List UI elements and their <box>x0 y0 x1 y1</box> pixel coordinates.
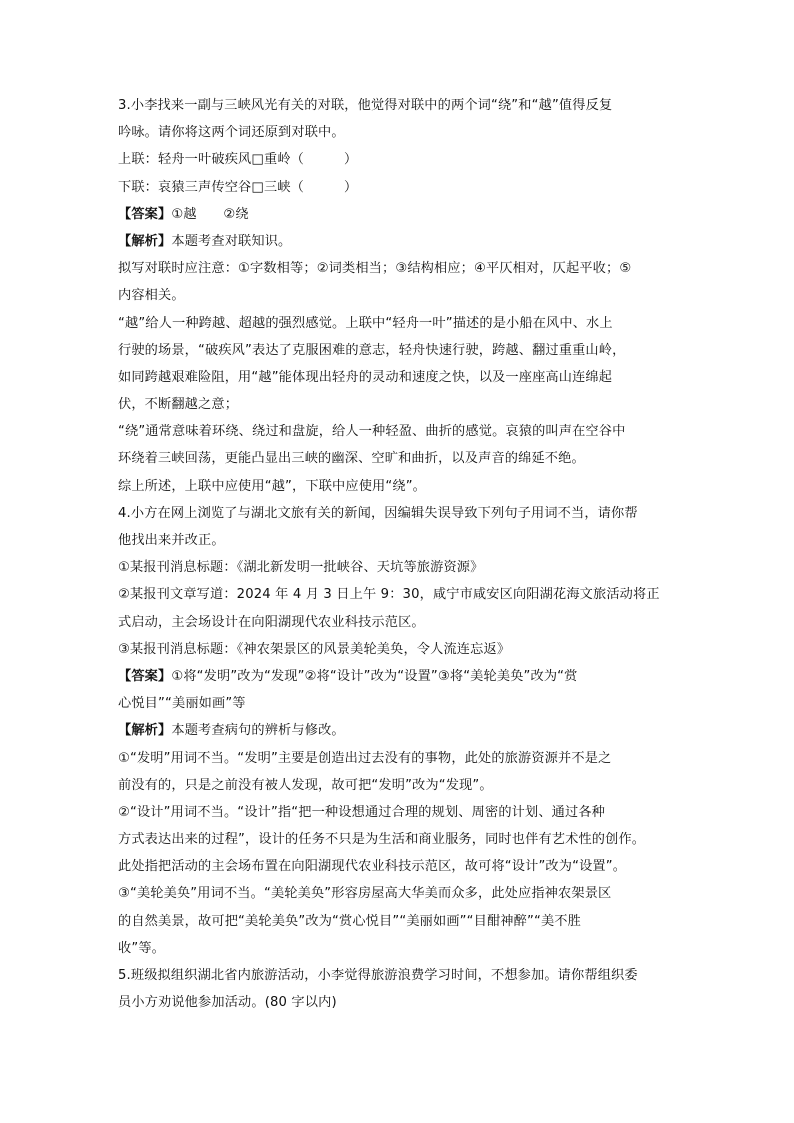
line-text: 吟咏。请你将这两个词还原到对联中。 <box>118 125 345 141</box>
line-text: 内容相关。 <box>118 288 185 304</box>
text-line <box>118 527 678 554</box>
text-line <box>118 690 678 717</box>
line-text: 他找出来并改正。 <box>118 533 225 548</box>
line-text: 3.小李找来一副与三峡风光有关的对联，他觉得对联中的两个词“绕”和“越”值得反复 <box>118 98 613 113</box>
answer-label: 【答案】 <box>118 668 172 684</box>
document-body <box>118 92 678 1016</box>
line-text: 式启动，主会场设计在向阳湖现代农业科技示范区。 <box>118 614 425 630</box>
text-line <box>118 609 678 636</box>
line-text: ③“美轮美奂”用词不当。“美轮美奂”形容房屋高大华美而众多，此处应指神农架景区 <box>118 886 612 902</box>
text-line <box>118 745 678 772</box>
line-text: 收”等。 <box>118 940 165 956</box>
line-text: ①越 ②绕 <box>171 206 249 222</box>
line-text: 5.班级拟组织湖北省内旅游活动，小李觉得旅游浪费学习时间，不想参加。请你帮组织委 <box>118 968 638 983</box>
line-text: 环绕着三峡回荡，更能凸显出三峡的幽深、空旷和曲折，以及声音的绵延不绝。 <box>118 451 585 467</box>
line-text: 本题考查病句的辨析与修改。 <box>171 723 345 739</box>
line-text: ②某报刊文章写道：2024 年 4 月 3 日上午 9：30，咸宁市咸安区向阳湖花海文旅活动将正 <box>118 587 660 603</box>
text-line <box>118 201 678 228</box>
text-line <box>118 826 678 853</box>
text-line <box>118 445 678 472</box>
answer-label: 【答案】 <box>118 206 172 222</box>
text-line <box>118 364 678 391</box>
line-text: 员小方劝说他参加活动。(80 字以内) <box>118 995 337 1011</box>
text-line <box>118 853 678 880</box>
line-text: 伏，不断翻越之意； <box>118 397 239 413</box>
text-line <box>118 772 678 799</box>
text-line <box>118 391 678 418</box>
text-line <box>118 581 678 608</box>
text-line <box>118 418 678 445</box>
line-text: 前没有的，只是之前没有被人发现，故可把“发明”改为“发现”。 <box>118 777 493 793</box>
text-line <box>118 663 678 690</box>
text-line <box>118 554 678 581</box>
text-line <box>118 146 678 173</box>
text-line <box>118 282 678 309</box>
line-text: 方式表达出来的过程”，设计的任务不只是为生活和商业服务，同时也伴有艺术性的创作。 <box>118 832 646 848</box>
line-text: 综上所述，上联中应使用“越”，下联中应使用“绕”。 <box>118 478 427 494</box>
line-text: 4.小方在网上浏览了与湖北文旅有关的新闻，因编辑失误导致下列句子用词不当，请你帮 <box>118 505 638 521</box>
line-text: ①“发明”用词不当。“发明”主要是创造出过去没有的事物，此处的旅游资源并不是之 <box>118 750 612 766</box>
text-line <box>118 500 678 527</box>
answer-label: 【解析】 <box>118 233 172 249</box>
line-text: 本题考查对联知识。 <box>171 233 292 249</box>
line-text: 行驶的场景，“破疾风”表达了克服困难的意志，轻舟快速行驶，跨越、翻过重重山岭， <box>118 342 626 358</box>
text-line <box>118 636 678 663</box>
text-line <box>118 989 678 1016</box>
answer-label: 【解析】 <box>118 723 172 739</box>
line-text: ①将“发明”改为“发现”②将“设计”改为“设置”③将“美轮美奂”改为“赏 <box>171 668 578 684</box>
text-line <box>118 255 678 282</box>
line-text: 下联：哀猿三声传空谷□三峡（ ） <box>118 179 358 195</box>
text-line <box>118 337 678 364</box>
text-line <box>118 935 678 962</box>
line-text: 如同跨越艰难险阻，用“越”能体现出轻舟的灵动和速度之快，以及一座座高山连绵起 <box>118 369 613 385</box>
text-line <box>118 799 678 826</box>
text-line <box>118 962 678 989</box>
line-text: 心悦目”“美丽如画”等 <box>118 696 246 712</box>
line-text: “绕”通常意味着环绕、绕过和盘旋，给人一种轻盈、曲折的感觉。哀猿的叫声在空谷中 <box>118 424 626 440</box>
text-line <box>118 228 678 255</box>
text-line <box>118 908 678 935</box>
text-line <box>118 174 678 201</box>
text-line <box>118 473 678 500</box>
line-text: ③某报刊消息标题：《神农架景区的风景美轮美奂，令人流连忘返》 <box>118 641 511 657</box>
line-text: ①某报刊消息标题：《湖北新发明一批峡谷、天坑等旅游资源》 <box>118 560 484 576</box>
line-text: 此处指把活动的主会场布置在向阳湖现代农业科技示范区，故可将“设计”改为“设置”。 <box>118 859 627 875</box>
text-line <box>118 92 678 119</box>
text-line <box>118 880 678 907</box>
line-text: “越”给人一种跨越、超越的强烈感觉。上联中“轻舟一叶”描述的是小船在风中、水上 <box>118 315 613 331</box>
text-line <box>118 119 678 146</box>
text-line <box>118 310 678 337</box>
line-text: ②“设计”用词不当。“设计”指“把一种设想通过合理的规划、周密的计划、通过各种 <box>118 804 606 820</box>
text-line <box>118 717 678 744</box>
line-text: 上联：轻舟一叶破疾风□重岭（ ） <box>118 152 358 168</box>
line-text: 拟写对联时应注意：①字数相等；②词类相当；③结构相应；④平仄相对，仄起平收；⑤ <box>118 261 632 277</box>
line-text: 的自然美景，故可把“美轮美奂”改为“赏心悦目”“美丽如画”“目酣神醉”“美不胜 <box>118 913 581 929</box>
